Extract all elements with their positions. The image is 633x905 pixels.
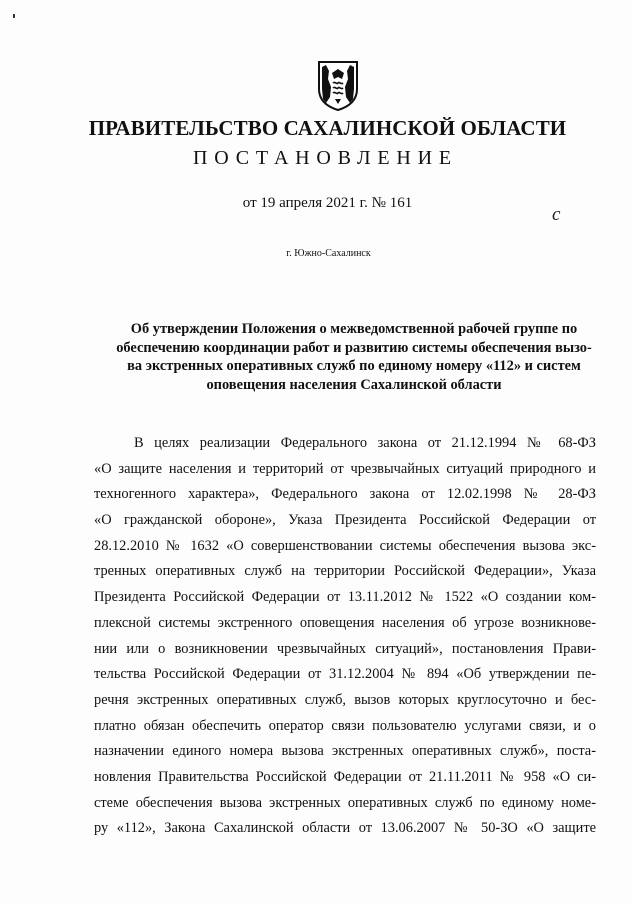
- body-line: «О защите населения и территорий от чрезвычайных ситуаций природного и: [94, 460, 596, 477]
- body-line: ру «112», Закона Сахалинской области от 13.06.2007 № 50-ЗО «О защите: [94, 820, 596, 837]
- body-line: техногенного характера», Федерального закона от 12.02.1998 № 28-ФЗ: [94, 486, 596, 503]
- document-city: г. Южно-Сахалинск: [286, 248, 371, 259]
- document-body: [94, 431, 596, 842]
- body-line: В целях реализации Федерального закона от 21.12.1994 № 68-ФЗ: [134, 435, 596, 451]
- subject-line: ва экстренных оперативных служб по единому номеру «112» и систем: [127, 358, 581, 374]
- body-line: назначении единого номера вызова экстренных оперативных служб», поста-: [94, 743, 596, 760]
- subject-line: Об утверждении Положения о межведомственной рабочей группе по: [130, 321, 578, 337]
- body-line: платно обязан обеспечить оператор связи пользователю услугами связи, и о: [94, 717, 596, 734]
- body-line: новления Правительства Российской Федерации от 21.11.2011 № 958 «О си-: [94, 768, 596, 785]
- sakhalin-coat-of-arms-icon: [316, 59, 360, 111]
- subject-line: обеспечению координации работ и развитию системы обеспечения вызо-: [116, 339, 592, 356]
- document-date-number: от 19 апреля 2021 г. № 161: [242, 195, 413, 211]
- document-subject: [104, 320, 604, 394]
- body-line: стеме обеспечения вызова экстренных оперативных служб по единому номе-: [94, 794, 596, 811]
- handwritten-mark: с: [552, 204, 561, 225]
- body-line: плексной системы экстренного оповещения населения об угрозе возникнове-: [94, 614, 596, 631]
- body-line: речня экстренных оперативных служб, вызов которых круглосуточно и бес-: [94, 691, 596, 708]
- body-line: тельства Российской Федерации от 31.12.2004 № 894 «Об утверждении пе-: [94, 666, 596, 683]
- document-type: ПОСТАНОВЛЕНИЕ: [193, 147, 458, 169]
- subject-line: оповещения населения Сахалинской области: [206, 376, 502, 393]
- body-line: Президента Российской Федерации от 13.11.2012 № 1522 «О создании ком-: [94, 589, 596, 606]
- scan-edge-mark: [13, 14, 15, 18]
- body-line: «О гражданской обороне», Указа Президента Российской Федерации от: [94, 512, 596, 529]
- body-line: 28.12.2010 № 1632 «О совершенствовании системы обеспечения вызова экс-: [94, 537, 596, 554]
- body-line: нии или о возникновении чрезвычайных ситуаций», постановления Прави-: [94, 640, 596, 657]
- organization-title: ПРАВИТЕЛЬСТВО САХАЛИНСКОЙ ОБЛАСТИ: [88, 116, 567, 140]
- body-line: тренных оперативных служб на территории Российской Федерации», Указа: [94, 563, 596, 580]
